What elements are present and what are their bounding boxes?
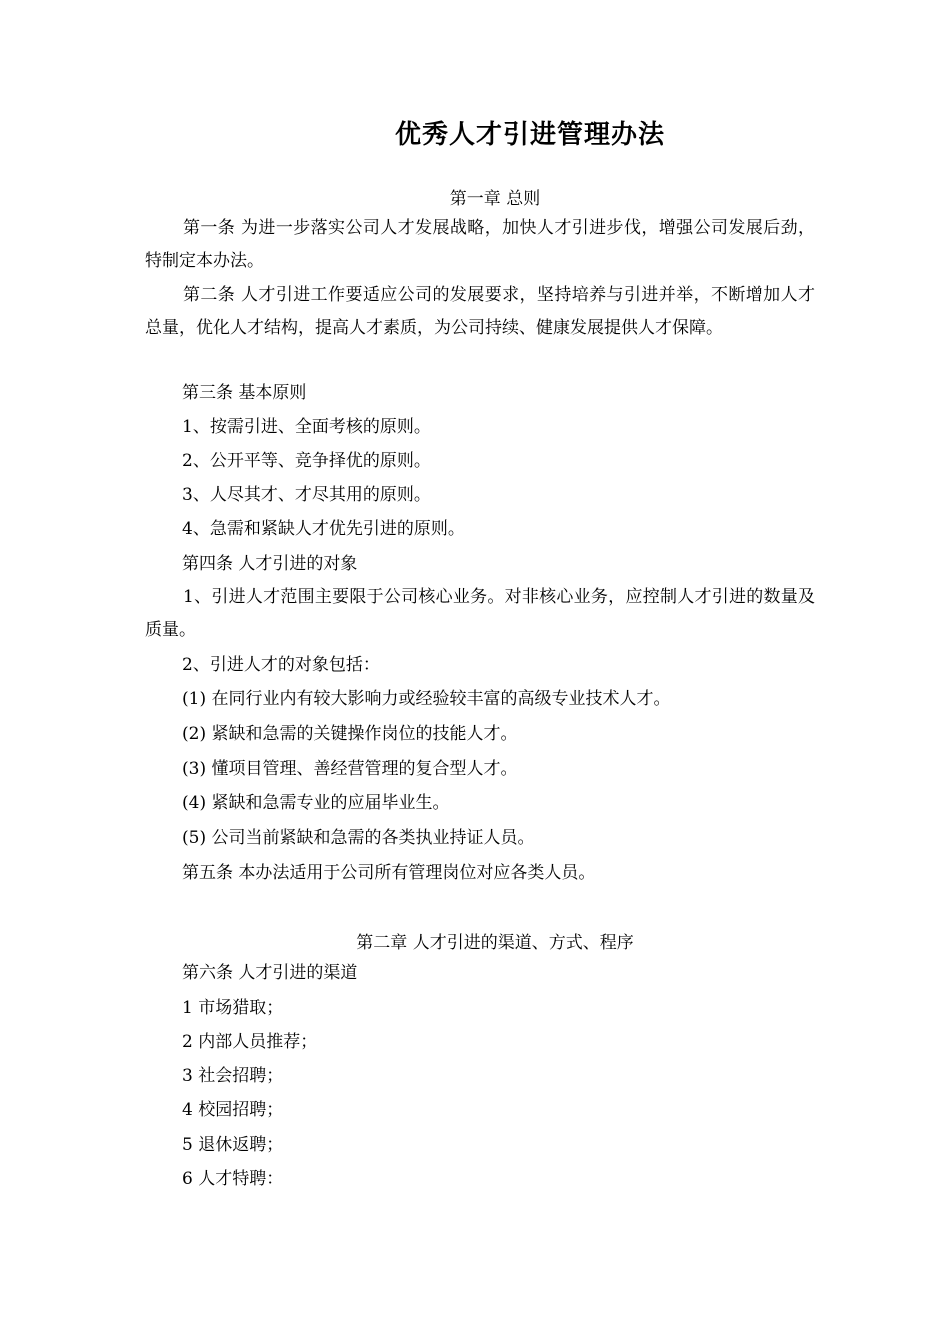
chapter-1-heading: 第一章 总则 (449, 189, 541, 209)
principle-item: 1、按需引进、全面考核的原则。 (182, 417, 431, 437)
target-item: (1) 在同行业内有较大影响力或经验较丰富的高级专业技术人才。 (182, 689, 671, 709)
channel-item: 1 市场猎取； (182, 998, 284, 1018)
article-2: 第二条 人才引进工作要适应公司的发展要求，坚持培养与引进并举，不断增加人才总量，优化人才结构，提高人才素质，为公司持续、健康发展提供人才保障。 (145, 285, 815, 338)
article-6-heading: 第六条 人才引进的渠道 (182, 963, 358, 983)
channel-item: 2 内部人员推荐； (182, 1032, 318, 1052)
principle-item: 2、公开平等、竞争择优的原则。 (182, 451, 431, 471)
chapter-2-heading: 第二章 人才引进的渠道、方式、程序 (356, 933, 634, 953)
channel-item: 5 退休返聘； (182, 1135, 284, 1155)
article-1: 第一条 为进一步落实公司人才发展战略，加快人才引进步伐，增强公司发展后劲，特制定本办法。 (145, 218, 815, 271)
target-item: (2) 紧缺和急需的关键操作岗位的技能人才。 (182, 724, 518, 744)
principle-item: 4、急需和紧缺人才优先引进的原则。 (182, 519, 465, 539)
article-5: 第五条 本办法适用于公司所有管理岗位对应各类人员。 (182, 863, 596, 883)
article-4-item-2: 2、引进人才的对象包括： (182, 655, 380, 675)
channel-item: 6 人才特聘： (182, 1169, 284, 1189)
article-4-item-1: 1、引进人才范围主要限于公司核心业务。对非核心业务，应控制人才引进的数量及质量。 (145, 587, 815, 640)
target-item: (5) 公司当前紧缺和急需的各类执业持证人员。 (182, 828, 535, 848)
target-item: (3) 懂项目管理、善经营管理的复合型人才。 (182, 759, 518, 779)
target-item: (4) 紧缺和急需专业的应届毕业生。 (182, 793, 450, 813)
article-4-heading: 第四条 人才引进的对象 (182, 554, 358, 574)
channel-item: 4 校园招聘； (182, 1100, 284, 1120)
channel-item: 3 社会招聘； (182, 1066, 284, 1086)
article-3-heading: 第三条 基本原则 (182, 383, 307, 403)
document-title: 优秀人才引进管理办法 (394, 120, 665, 150)
principle-item: 3、人尽其才、才尽其用的原则。 (182, 485, 431, 505)
